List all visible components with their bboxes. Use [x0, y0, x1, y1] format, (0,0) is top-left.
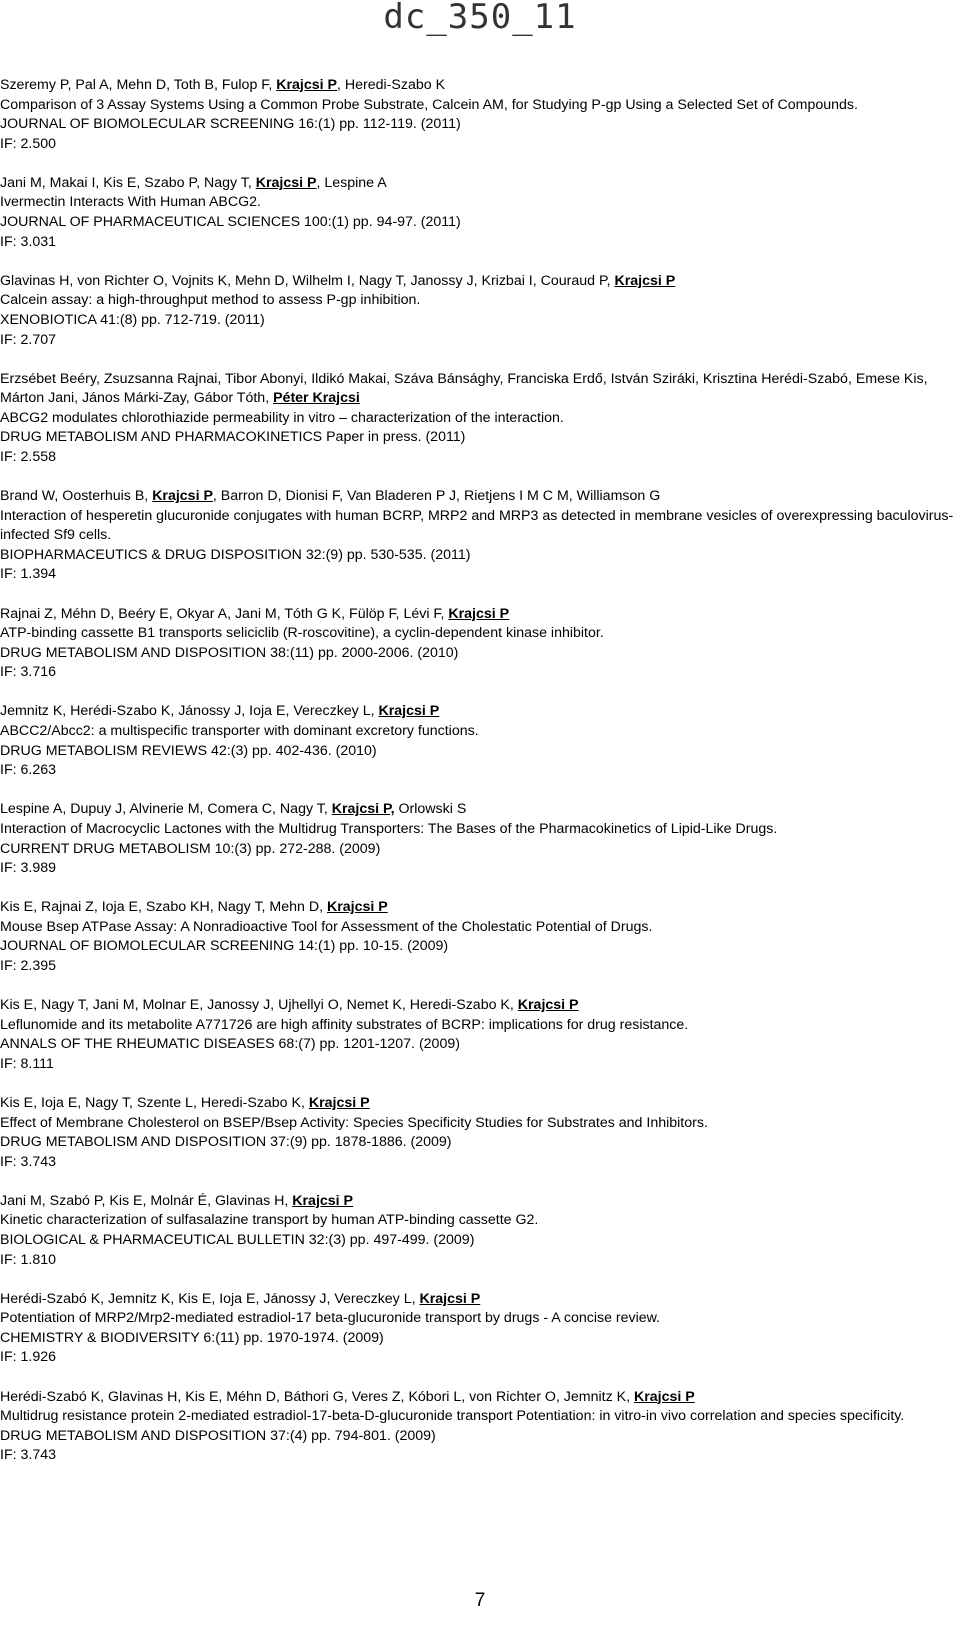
impact-factor: IF: 3.743 [0, 1153, 56, 1170]
publication-title: Calcein assay: a high-throughput method to assess P-gp inhibition. [0, 292, 421, 309]
publication-journal: XENOBIOTICA 41:(8) pp. 712-719. (2011) [0, 311, 265, 328]
publication-entry [0, 1388, 955, 1466]
document-header: dc_350_11 [383, 0, 577, 37]
impact-factor: IF: 3.989 [0, 860, 56, 877]
impact-factor: IF: 6.263 [0, 762, 56, 779]
impact-factor: IF: 2.395 [0, 957, 56, 974]
publication-title: Interaction of hesperetin glucuronide conjugates with human BCRP, MRP2 and MRP3 as detected in membrane vesicles of overexpressing baculovirus-infected Sf9 cells. [0, 507, 954, 544]
publication-authors [0, 1094, 955, 1114]
highlighted-author: Krajcsi P [292, 1192, 354, 1209]
authors-text: Kis E, Ioja E, Nagy T, Szente L, Heredi-Szabo K, [0, 1094, 309, 1111]
publication-journal: BIOLOGICAL & PHARMACEUTICAL BULLETIN 32:(3) pp. 497-499. (2009) [0, 1232, 475, 1248]
authors-text-after: Orlowski S [394, 801, 467, 818]
highlighted-author: Krajcsi P [276, 77, 337, 93]
publication-entry [0, 996, 955, 1074]
publication-title: ABCC2/Abcc2: a multispecific transporter with dominant excretory functions. [0, 723, 479, 740]
publication-entry [0, 605, 955, 683]
publication-list [0, 76, 955, 1485]
highlighted-author: Krajcsi P [633, 1388, 695, 1405]
highlighted-author: Krajcsi P [419, 1290, 481, 1307]
publication-title: Mouse Bsep ATPase Assay: A Nonradioactive Tool for Assessment of the Cholestatic Potential of Drugs. [0, 918, 653, 935]
publication-authors [0, 996, 955, 1016]
highlighted-author: Krajcsi P [378, 703, 440, 720]
publication-entry [0, 272, 955, 350]
publication-authors [0, 370, 955, 409]
impact-factor: IF: 3.031 [0, 233, 56, 250]
impact-factor: IF: 2.500 [0, 135, 56, 152]
authors-text: Jani M, Szabó P, Kis E, Molnár É, Glavinas H, [0, 1192, 293, 1209]
highlighted-author: Krajcsi P [152, 488, 213, 505]
authors-text: Jani M, Makai I, Kis E, Szabo P, Nagy T, [0, 174, 256, 191]
impact-factor: IF: 1.810 [0, 1251, 56, 1268]
publication-journal: DRUG METABOLISM AND DISPOSITION 37:(9) pp. 1878-1886. (2009) [0, 1134, 452, 1151]
publication-entry [0, 898, 955, 976]
publication-entry [0, 800, 955, 878]
page-number: 7 [474, 1590, 486, 1611]
impact-factor: IF: 1.926 [0, 1349, 56, 1366]
publication-journal: DRUG METABOLISM AND PHARMACOKINETICS Paper in press. (2011) [0, 429, 466, 446]
publication-authors [0, 1192, 955, 1212]
highlighted-author: Krajcsi P [308, 1094, 370, 1111]
publication-title: Multidrug resistance protein 2-mediated estradiol-17-beta-D-glucuronide transport Potentiation: in vitro-in vivo correlation and species specificity. [0, 1408, 905, 1425]
publication-entry [0, 174, 955, 252]
publication-title: ABCG2 modulates chlorothiazide permeability in vitro – characterization of the interaction. [0, 409, 564, 426]
publication-title: Effect of Membrane Cholesterol on BSEP/Bsep Activity: Species Specificity Studies for Substrates and Inhibitors. [0, 1114, 708, 1131]
publication-journal: DRUG METABOLISM AND DISPOSITION 37:(4) pp. 794-801. (2009) [0, 1427, 436, 1444]
authors-text-after: , Lespine A [316, 174, 387, 191]
impact-factor: IF: 2.558 [0, 449, 56, 465]
publication-authors [0, 487, 955, 507]
publication-authors [0, 800, 955, 820]
publication-title: Interaction of Macrocyclic Lactones with the Multidrug Transporters: The Bases of the Pharmacokinetics of Lipid-Like Drugs. [0, 820, 778, 837]
publication-journal: DRUG METABOLISM REVIEWS 42:(3) pp. 402-436. (2010) [0, 742, 377, 759]
publication-title: ATP-binding cassette B1 transports seliciclib (R-roscovitine), a cyclin-dependent kinase inhibitor. [0, 625, 604, 642]
publication-journal: BIOPHARMACEUTICS & DRUG DISPOSITION 32:(9) pp. 530-535. (2011) [0, 546, 471, 563]
authors-text: Lespine A, Dupuy J, Alvinerie M, Comera C, Nagy T, [0, 801, 332, 818]
highlighted-author: Krajcsi P [614, 272, 676, 289]
authors-text: Rajnai Z, Méhn D, Beéry E, Okyar A, Jani M, Tóth G K, Fülöp F, Lévi F, [0, 605, 449, 622]
publication-title: Leflunomide and its metabolite A771726 are high affinity substrates of BCRP: implications for drug resistance. [0, 1016, 689, 1033]
publication-journal: JOURNAL OF BIOMOLECULAR SCREENING 16:(1) pp. 112-119. (2011) [0, 116, 461, 133]
publication-entry [0, 702, 955, 780]
publication-journal: JOURNAL OF BIOMOLECULAR SCREENING 14:(1) pp. 10-15. (2009) [0, 938, 449, 955]
publication-authors [0, 76, 955, 96]
publication-entry [0, 1192, 955, 1270]
publication-journal: CHEMISTRY & BIODIVERSITY 6:(11) pp. 1970-1974. (2009) [0, 1329, 384, 1346]
impact-factor: IF: 3.716 [0, 664, 56, 681]
publication-title: Ivermectin Interacts With Human ABCG2. [0, 194, 261, 211]
publication-entry [0, 1290, 955, 1368]
authors-text: Herédi-Szabó K, Glavinas H, Kis E, Méhn D, Báthori G, Veres Z, Kóbori L, von Richter O, Jemnitz K, [0, 1388, 634, 1405]
authors-text: Kis E, Nagy T, Jani M, Molnar E, Janossy J, Ujhellyi O, Nemet K, Heredi-Szabo K, [0, 997, 518, 1014]
publication-entry [0, 487, 955, 585]
highlighted-author: Krajcsi P [255, 174, 317, 191]
authors-text-after: , Barron D, Dionisi F, Van Bladeren P J, Rietjens I M C M, Williamson G [212, 488, 661, 505]
authors-text-after: , Heredi-Szabo K [337, 77, 446, 93]
authors-text: Herédi-Szabó K, Jemnitz K, Kis E, Ioja E, Jánossy J, Vereczkey L, [0, 1290, 420, 1307]
publication-title: Kinetic characterization of sulfasalazine transport by human ATP-binding cassette G2. [0, 1212, 539, 1229]
publication-journal: CURRENT DRUG METABOLISM 10:(3) pp. 272-288. (2009) [0, 840, 381, 857]
publication-authors [0, 1290, 955, 1310]
publication-entry [0, 76, 955, 154]
highlighted-author: Krajcsi P [448, 605, 510, 622]
impact-factor: IF: 3.743 [0, 1447, 56, 1464]
publication-title: Potentiation of MRP2/Mrp2-mediated estradiol-17 beta-glucuronide transport by drugs - A concise review. [0, 1310, 661, 1327]
authors-text: Szeremy P, Pal A, Mehn D, Toth B, Fulop F, [0, 77, 277, 93]
publication-authors [0, 605, 955, 625]
authors-text: Jemnitz K, Herédi-Szabo K, Jánossy J, Ioja E, Vereczkey L, [0, 703, 379, 720]
publication-journal: JOURNAL OF PHARMACEUTICAL SCIENCES 100:(1) pp. 94-97. (2011) [0, 214, 461, 231]
publication-authors [0, 898, 955, 918]
authors-text: Kis E, Rajnai Z, Ioja E, Szabo KH, Nagy T, Mehn D, [0, 899, 327, 916]
highlighted-author: Krajcsi P, [331, 801, 395, 818]
publication-entry [0, 370, 955, 468]
publication-title: Comparison of 3 Assay Systems Using a Common Probe Substrate, Calcein AM, for Studying P-gp Using a Selected Set of Compounds. [0, 96, 858, 113]
impact-factor: IF: 8.111 [0, 1055, 54, 1072]
publication-journal: DRUG METABOLISM AND DISPOSITION 38:(11) pp. 2000-2006. (2010) [0, 644, 459, 661]
highlighted-author: Péter Krajcsi [273, 390, 360, 407]
authors-text: Glavinas H, von Richter O, Vojnits K, Mehn D, Wilhelm I, Nagy T, Janossy J, Krizbai I, Couraud P, [0, 272, 615, 289]
publication-authors [0, 702, 955, 722]
impact-factor: IF: 2.707 [0, 331, 56, 348]
authors-text: Erzsébet Beéry, Zsuzsanna Rajnai, Tibor Abonyi, Ildikó Makai, Száva Bánsághy, Franciska Erdő, István Sziráki, Krisztina Herédi-Szabó, Emese Kis, Márton Jani, János Márki-Zay, Gábor Tóth, [0, 370, 928, 407]
publication-journal: ANNALS OF THE RHEUMATIC DISEASES 68:(7) pp. 1201-1207. (2009) [0, 1036, 460, 1053]
publication-entry [0, 1094, 955, 1172]
authors-text: Brand W, Oosterhuis B, [0, 488, 153, 505]
highlighted-author: Krajcsi P [326, 899, 388, 916]
publication-authors [0, 1388, 955, 1408]
publication-authors [0, 272, 955, 292]
impact-factor: IF: 1.394 [0, 566, 56, 583]
highlighted-author: Krajcsi P [517, 997, 579, 1014]
publication-authors [0, 174, 955, 194]
